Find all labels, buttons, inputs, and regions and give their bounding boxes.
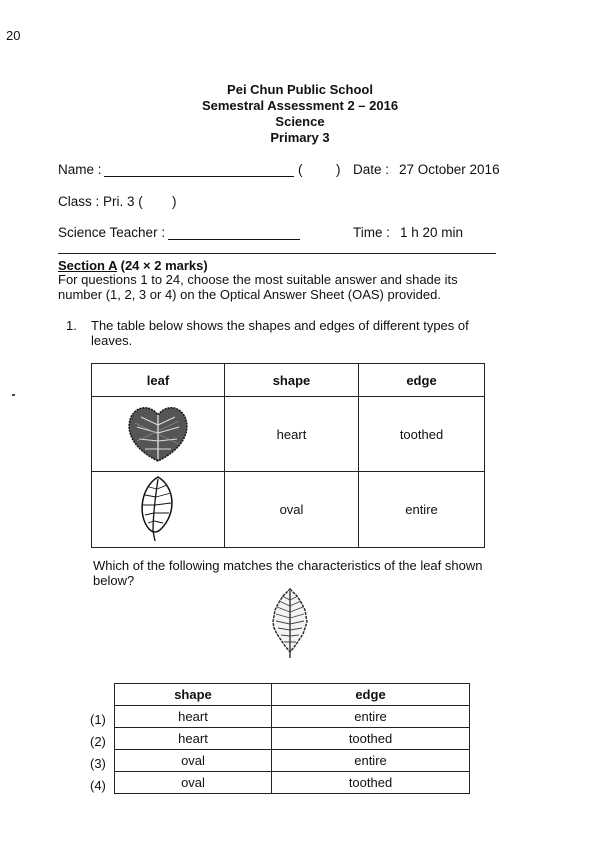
option-edge: entire: [272, 706, 470, 728]
page-code: 20: [6, 28, 21, 43]
section-instructions: For questions 1 to 24, choose the most suitable answer and shade its number (1, 2, 3 or 4) on the Optical Answer Sheet (OAS) provided.: [58, 272, 458, 302]
name-label: Name :: [58, 162, 102, 177]
col-edge: edge: [359, 364, 485, 397]
option-shape: oval: [115, 750, 272, 772]
subject: Science: [275, 114, 325, 129]
date-value: 27 October 2016: [399, 162, 500, 177]
option-number[interactable]: (2): [90, 734, 106, 749]
leaf-cell: [92, 472, 225, 548]
options-table: [114, 683, 470, 794]
time-value: 1 h 20 min: [400, 225, 464, 240]
name-row: [58, 162, 102, 177]
question-number: 1.: [66, 318, 77, 333]
option-number[interactable]: (3): [90, 756, 106, 771]
option-number[interactable]: (4): [90, 778, 106, 793]
section-title: [58, 258, 208, 273]
option-edge: toothed: [272, 772, 470, 794]
edge-cell: toothed: [359, 397, 485, 472]
option-number[interactable]: (1): [90, 712, 106, 727]
sample-leaf-icon: [268, 586, 312, 662]
class-close: ): [172, 194, 177, 209]
col-shape: shape: [225, 364, 359, 397]
teacher-label: Science Teacher :: [58, 225, 166, 240]
heart-leaf-icon: [123, 401, 193, 465]
scan-speck: [12, 394, 15, 396]
oval-leaf-icon: [133, 473, 183, 543]
option-shape: heart: [115, 728, 272, 750]
table-row: [92, 397, 485, 472]
option-numbers: [90, 709, 106, 797]
question-prompt: Which of the following matches the characteristics of the leaf shown below?: [93, 558, 483, 588]
option-edge: toothed: [272, 728, 470, 750]
section-name: Section A: [58, 258, 117, 273]
table-row[interactable]: [115, 728, 470, 750]
class-label: Class : Pri. 3 (: [58, 194, 143, 209]
option-edge: entire: [272, 750, 470, 772]
exam-title: Semestral Assessment 2 – 2016: [201, 98, 399, 113]
leaf-cell: [92, 397, 225, 472]
col-leaf: leaf: [92, 364, 225, 397]
index-close: ): [336, 162, 341, 177]
table-row[interactable]: [115, 750, 470, 772]
option-shape: oval: [115, 772, 272, 794]
col-edge: edge: [272, 684, 470, 706]
name-field[interactable]: [104, 164, 294, 177]
question-text: The table below shows the shapes and edges of different types of leaves.: [91, 318, 469, 348]
edge-cell: entire: [359, 472, 485, 548]
exam-header: [0, 82, 600, 146]
table-row[interactable]: [115, 772, 470, 794]
teacher-field[interactable]: [168, 227, 300, 240]
index-open: (: [298, 162, 303, 177]
options-header: [115, 684, 470, 706]
table-row[interactable]: [115, 706, 470, 728]
leaf-table-header: [92, 364, 485, 397]
col-shape: shape: [115, 684, 272, 706]
shape-cell: oval: [225, 472, 359, 548]
option-shape: heart: [115, 706, 272, 728]
leaf-table: [91, 363, 485, 548]
date-label: Date :: [353, 162, 390, 177]
time-label: Time :: [353, 225, 390, 240]
divider: [58, 253, 496, 254]
table-row: [92, 472, 485, 548]
school-name: Pei Chun Public School: [227, 82, 373, 97]
section-marks: (24 × 2 marks): [120, 258, 208, 273]
level: Primary 3: [270, 130, 330, 145]
shape-cell: heart: [225, 397, 359, 472]
